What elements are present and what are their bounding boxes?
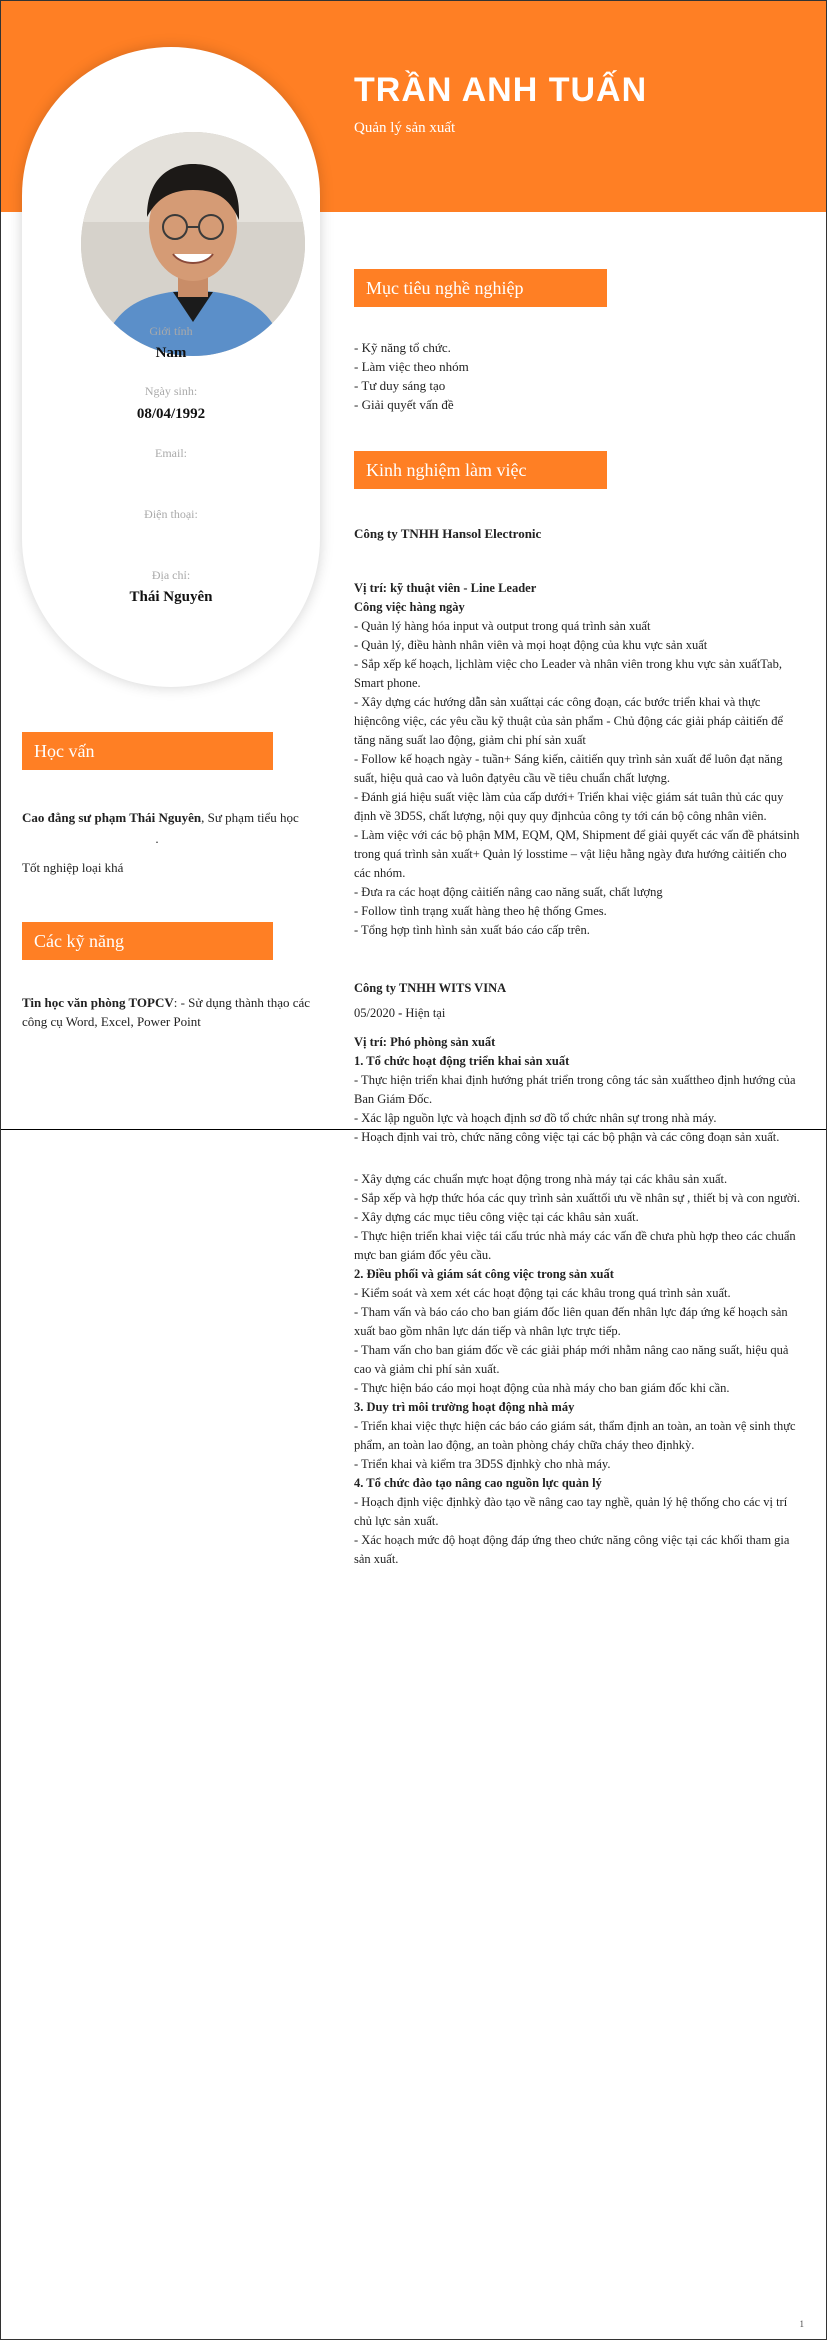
job2-line: - Hoạch định vai trò, chức năng công việc tại các bộ phận và các công đoạn sản xuất. xyxy=(354,1130,780,1144)
education-entry xyxy=(22,808,322,827)
job2-line: - Tham vấn cho ban giám đốc về các giải pháp mới nhằm nâng cao năng suất, hiệu quả cao và giảm chi phí sản xuất. xyxy=(354,1343,789,1376)
address-value: Thái Nguyên xyxy=(129,589,213,605)
job2-line: - Kiểm soát và xem xét các hoạt động tại các khâu trong quá trình sản xuất. xyxy=(354,1286,731,1300)
skill-name: Tin học văn phòng TOPCV xyxy=(22,995,174,1010)
gender-label: Giới tính xyxy=(149,324,193,338)
job2-line: - Xác lập nguồn lực và hoạch định sơ đồ tổ chức nhân sự trong nhà máy. xyxy=(354,1111,717,1125)
job1-line: - Quản lý, điều hành nhân viên và mọi hoạt động của khu vực sản xuất xyxy=(354,638,708,652)
avatar-photo-icon xyxy=(81,132,305,356)
page-number: 1 xyxy=(799,2319,804,2329)
job1-line: - Sắp xếp kế hoạch, lịchlàm việc cho Leader và nhân viên trong khu vực sản xuấtTab, Smart phone. xyxy=(354,657,782,690)
job2-line: - Xây dựng các chuẩn mực hoạt động trong nhà máy tại các khâu sản xuất. xyxy=(354,1172,728,1186)
job2-line: - Triển khai và kiểm tra 3D5S địnhkỳ cho nhà máy. xyxy=(354,1457,611,1471)
phone-label: Điện thoại: xyxy=(144,507,198,521)
education-school: Cao đẳng sư phạm Thái Nguyên xyxy=(22,810,202,825)
job1-line: - Xây dựng các hướng dẫn sản xuấttại các công đoạn, các bước triển khai và thực hiệncông việc, các yêu cầu kỹ thuật của sản phẩm - Chủ động các giải pháp cảitiến để tăng năng suất lao động, giảm chi phí sản xuất xyxy=(354,695,783,747)
job2-line: - Xác hoạch mức độ hoạt động đáp ứng theo chức năng công việc tại các khối tham gia sản xuất. xyxy=(354,1533,790,1566)
skills-section-title: Các kỹ năng xyxy=(22,922,273,960)
job2-line: - Thực hiện triển khai việc tái cấu trúc nhà máy các vấn đề chưa phù hợp theo các chuẩn mực ban giám đốc yêu cầu. xyxy=(354,1229,796,1262)
job2-period-dash: - xyxy=(394,1006,406,1020)
experience-section-title: Kinh nghiệm làm việc xyxy=(354,451,607,489)
career-item: - Giải quyết vấn đề xyxy=(354,397,454,412)
career-section-title: Mục tiêu nghề nghiệp xyxy=(354,269,607,307)
job2-heading-3: 3. Duy trì môi trường hoạt động nhà máy xyxy=(354,1400,575,1414)
job2-position: Vị trí: Phó phòng sản xuất xyxy=(354,1035,496,1049)
job1-line: - Làm việc với các bộ phận MM, EQM, QM, Shipment để giải quyết các vấn đề phátsinh trong quá trình sản xuất+ Quản lý losstime – vật liệu hằng ngày đưa hướng cảitiến cho các nhóm. xyxy=(354,828,800,880)
job1-line: - Follow tình trạng xuất hàng theo hệ thống Gmes. xyxy=(354,904,607,918)
education-dot: . xyxy=(155,831,159,846)
job2-period xyxy=(354,1004,802,1023)
job1-line: - Đánh giá hiệu suất việc làm của cấp dưới+ Triển khai việc giám sát tuân thủ các quy định về 3D5S, chất lượng, nội quy quy địnhcủa công ty tới cán bộ công nhân viên. xyxy=(354,790,784,823)
job2-line: - Thực hiện báo cáo mọi hoạt động của nhà máy cho ban giám đốc khi cần. xyxy=(354,1381,730,1395)
job2-line: - Triển khai việc thực hiện các báo cáo giám sát, thẩm định an toàn, an toàn vệ sinh thực phẩm, an toàn lao động, an toàn phòng cháy chữa cháy theo địnhkỳ. xyxy=(354,1419,796,1452)
job2-block-page2 xyxy=(354,1170,802,1569)
job1-subtitle: Công việc hàng ngày xyxy=(354,600,465,614)
job2-period-start: 05/2020 xyxy=(354,1006,395,1020)
career-list xyxy=(354,338,469,414)
job2-period-end: Hiện tại xyxy=(405,1006,446,1020)
avatar xyxy=(81,132,305,356)
job1-line: - Tổng hợp tình hình sản xuất báo cáo cấp trên. xyxy=(354,923,590,937)
career-item: - Làm việc theo nhóm xyxy=(354,359,469,374)
job2-line: - Hoạch định việc địnhkỳ đào tạo về nâng cao tay nghề, quản lý hệ thống cho các vị trí chủ lực sản xuất. xyxy=(354,1495,788,1528)
gender-value: Nam xyxy=(155,345,187,361)
education-major: , Sư phạm tiểu học xyxy=(201,810,299,825)
job1-line: - Quản lý hàng hóa input và output trong quá trình sản xuất xyxy=(354,619,651,633)
skills-entry xyxy=(22,993,322,1031)
skill-desc: : - Sử dụng thành thạo các công cụ Word, Excel, Power Point xyxy=(22,995,311,1029)
email-label: Email: xyxy=(155,446,187,460)
job2-line: - Thực hiện triển khai định hướng phát triển trong công tác sản xuấttheo định hướng của Ban Giám Đốc. xyxy=(354,1073,796,1106)
job1-block xyxy=(354,579,802,940)
job1-line: - Đưa ra các hoạt động cảitiến nâng cao năng suất, chất lượng xyxy=(354,885,663,899)
address-label: Địa chỉ: xyxy=(151,568,191,582)
job2-line: - Tham vấn và báo cáo cho ban giám đốc liên quan đến nhân lực đáp ứng kế hoạch sản xuất bao gồm nhân lực dán tiếp và nhân lực trực tiếp. xyxy=(354,1305,788,1338)
job2-line: - Xây dựng các mục tiêu công việc tại các khâu sản xuất. xyxy=(354,1210,639,1224)
career-item: - Tư duy sáng tạo xyxy=(354,378,446,393)
job1-company: Công ty TNHH Hansol Electronic xyxy=(354,526,542,541)
education-result: Tốt nghiệp loại khá xyxy=(22,860,124,875)
dob-value: 08/04/1992 xyxy=(136,406,206,422)
dob-label: Ngày sinh: xyxy=(144,384,198,398)
job2-heading-2: 2. Điều phối và giám sát công việc trong sản xuất xyxy=(354,1267,614,1281)
job1-line: - Follow kế hoạch ngày - tuần+ Sáng kiến, cảitiến quy trình sản xuất để luôn đạt năng suất, hiệu quả cao và luôn đạtyêu cầu về tiêu chuẩn chất lượng. xyxy=(354,752,783,785)
job2-heading-4: 4. Tổ chức đào tạo nâng cao nguồn lực quản lý xyxy=(354,1476,602,1490)
job2-company: Công ty TNHH WITS VINA xyxy=(354,981,507,995)
job2-line: - Sắp xếp và hợp thức hóa các quy trình sản xuấttối ưu về nhân sự , thiết bị và con người. xyxy=(354,1191,801,1205)
career-item: - Kỹ năng tổ chức. xyxy=(354,340,451,355)
candidate-role: Quản lý sản xuất xyxy=(354,120,456,136)
job2-heading-1: 1. Tổ chức hoạt động triển khai sản xuất xyxy=(354,1054,570,1068)
page-break-line xyxy=(1,1129,826,1130)
candidate-name: TRẦN ANH TUẤN xyxy=(354,71,648,109)
education-section-title: Học vấn xyxy=(22,732,273,770)
job1-position: Vị trí: kỹ thuật viên - Line Leader xyxy=(354,581,537,595)
